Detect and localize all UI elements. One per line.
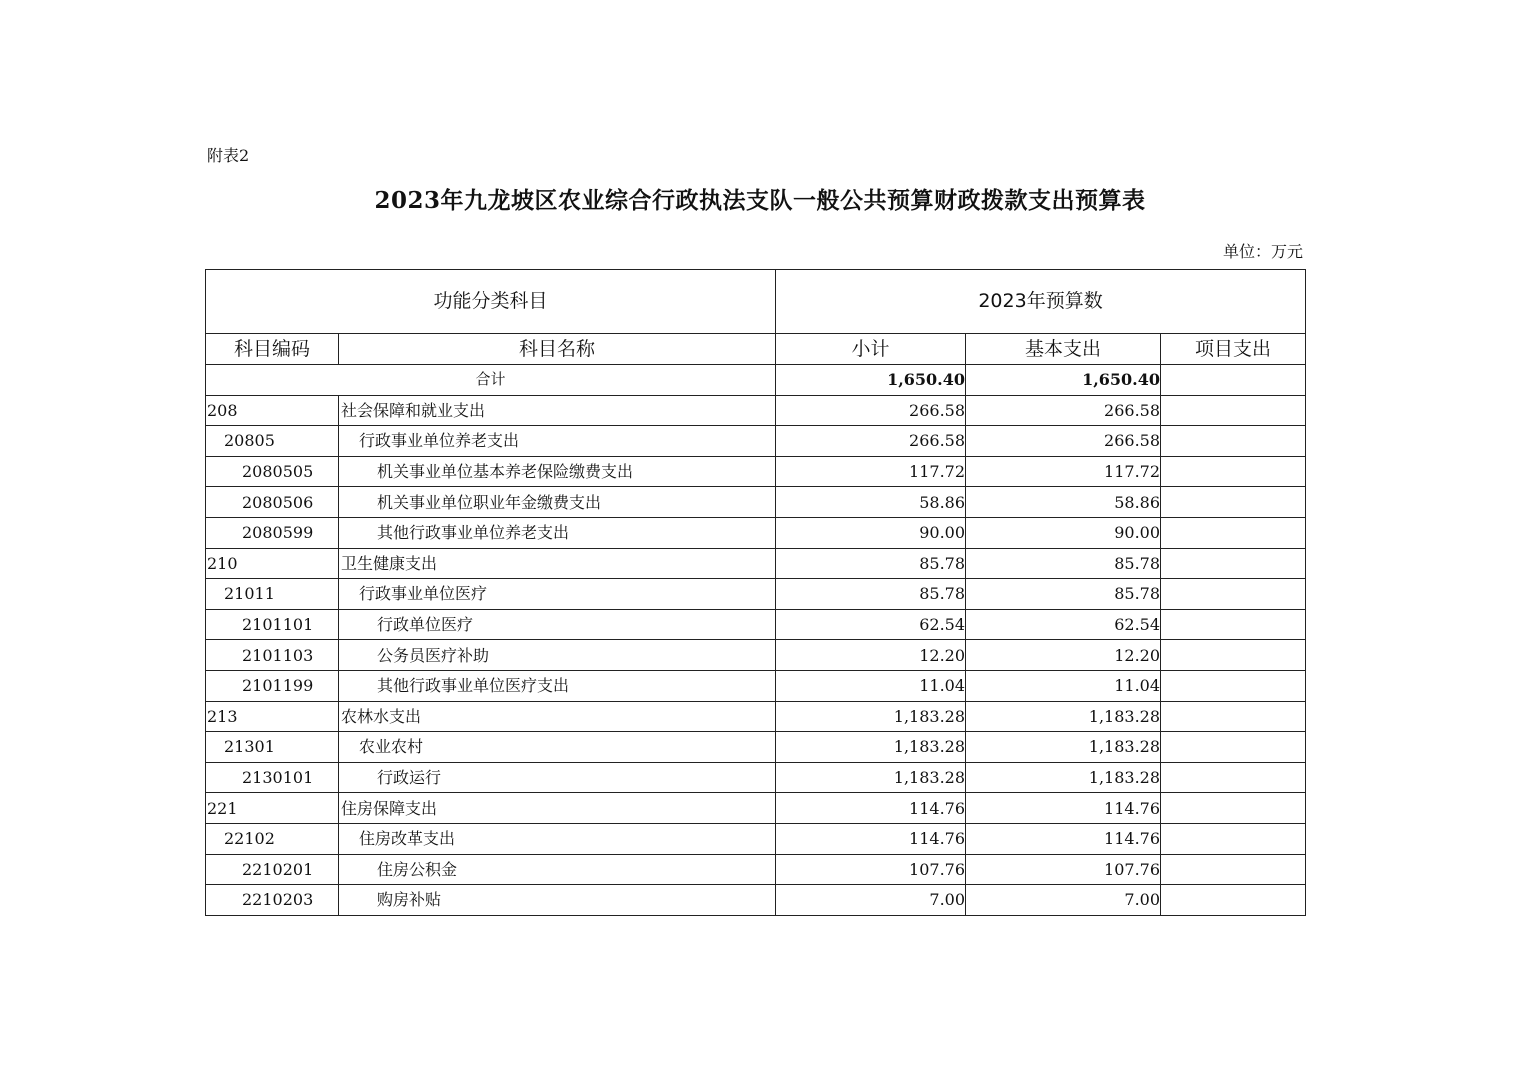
row-code: 2101101 [206, 609, 339, 640]
row-project [1161, 885, 1306, 916]
row-name: 住房保障支出 [339, 793, 776, 824]
row-basic: 62.54 [966, 609, 1161, 640]
header-name: 科目名称 [339, 334, 776, 365]
header-basic: 基本支出 [966, 334, 1161, 365]
row-name: 行政事业单位医疗 [339, 579, 776, 610]
row-basic: 1,183.28 [966, 701, 1161, 732]
row-project [1161, 793, 1306, 824]
table-row [206, 762, 1306, 793]
row-subtotal: 114.76 [776, 823, 966, 854]
table-row [206, 793, 1306, 824]
row-code: 213 [206, 701, 339, 732]
row-basic: 85.78 [966, 579, 1161, 610]
page-title: 2023年九龙坡区农业综合行政执法支队一般公共预算财政拨款支出预算表 [374, 187, 1146, 214]
row-basic: 7.00 [966, 885, 1161, 916]
row-name: 其他行政事业单位医疗支出 [339, 670, 776, 701]
row-name: 行政单位医疗 [339, 609, 776, 640]
row-project [1161, 517, 1306, 548]
header-code: 科目编码 [206, 334, 339, 365]
row-basic: 12.20 [966, 640, 1161, 671]
row-name: 公务员医疗补助 [339, 640, 776, 671]
row-basic: 85.78 [966, 548, 1161, 579]
row-subtotal: 7.00 [776, 885, 966, 916]
table-row [206, 640, 1306, 671]
row-name: 其他行政事业单位养老支出 [339, 517, 776, 548]
row-code: 22102 [206, 823, 339, 854]
row-name: 行政事业单位养老支出 [339, 426, 776, 457]
row-basic: 114.76 [966, 793, 1161, 824]
header-row-columns [206, 334, 1306, 365]
row-subtotal: 85.78 [776, 548, 966, 579]
row-subtotal: 1,183.28 [776, 701, 966, 732]
table-row [206, 487, 1306, 518]
table-row [206, 517, 1306, 548]
row-subtotal: 266.58 [776, 395, 966, 426]
row-project [1161, 395, 1306, 426]
row-project [1161, 456, 1306, 487]
row-subtotal: 58.86 [776, 487, 966, 518]
row-project [1161, 823, 1306, 854]
row-project [1161, 670, 1306, 701]
table-row [206, 426, 1306, 457]
row-name: 住房改革支出 [339, 823, 776, 854]
header-row-group [206, 270, 1306, 334]
row-basic: 1,183.28 [966, 732, 1161, 763]
table-row [206, 670, 1306, 701]
row-basic: 266.58 [966, 395, 1161, 426]
row-basic: 107.76 [966, 854, 1161, 885]
budget-table [205, 269, 1306, 916]
row-code: 2080505 [206, 456, 339, 487]
row-name: 农业农村 [339, 732, 776, 763]
row-subtotal: 11.04 [776, 670, 966, 701]
row-project [1161, 854, 1306, 885]
row-name: 行政运行 [339, 762, 776, 793]
row-subtotal: 114.76 [776, 793, 966, 824]
row-basic: 58.86 [966, 487, 1161, 518]
row-basic: 117.72 [966, 456, 1161, 487]
row-project [1161, 426, 1306, 457]
row-subtotal: 117.72 [776, 456, 966, 487]
header-subtotal: 小计 [776, 334, 966, 365]
row-subtotal: 12.20 [776, 640, 966, 671]
row-name: 卫生健康支出 [339, 548, 776, 579]
row-code: 20805 [206, 426, 339, 457]
total-label: 合计 [206, 365, 776, 396]
row-code: 208 [206, 395, 339, 426]
row-subtotal: 266.58 [776, 426, 966, 457]
row-code: 21011 [206, 579, 339, 610]
row-project [1161, 487, 1306, 518]
appendix-label: 附表2 [207, 146, 250, 165]
total-row [206, 365, 1306, 396]
row-project [1161, 701, 1306, 732]
row-code: 2210203 [206, 885, 339, 916]
table-row [206, 885, 1306, 916]
row-name: 机关事业单位基本养老保险缴费支出 [339, 456, 776, 487]
table-row [206, 701, 1306, 732]
row-name: 社会保障和就业支出 [339, 395, 776, 426]
row-code: 2130101 [206, 762, 339, 793]
row-subtotal: 1,183.28 [776, 732, 966, 763]
row-code: 2101199 [206, 670, 339, 701]
row-subtotal: 1,183.28 [776, 762, 966, 793]
row-code: 2080506 [206, 487, 339, 518]
row-code: 221 [206, 793, 339, 824]
table-row [206, 732, 1306, 763]
unit-label: 单位：万元 [1222, 242, 1303, 261]
row-project [1161, 609, 1306, 640]
header-budget-2023: 2023年预算数 [776, 270, 1306, 334]
row-name: 购房补贴 [339, 885, 776, 916]
row-subtotal: 85.78 [776, 579, 966, 610]
row-project [1161, 579, 1306, 610]
row-project [1161, 548, 1306, 579]
row-name: 住房公积金 [339, 854, 776, 885]
row-code: 210 [206, 548, 339, 579]
table-row [206, 854, 1306, 885]
header-project: 项目支出 [1161, 334, 1306, 365]
row-project [1161, 732, 1306, 763]
row-basic: 11.04 [966, 670, 1161, 701]
total-basic: 1,650.40 [966, 365, 1161, 396]
row-project [1161, 640, 1306, 671]
table-row [206, 456, 1306, 487]
header-function-category: 功能分类科目 [206, 270, 776, 334]
row-subtotal: 90.00 [776, 517, 966, 548]
row-subtotal: 62.54 [776, 609, 966, 640]
row-subtotal: 107.76 [776, 854, 966, 885]
row-basic: 266.58 [966, 426, 1161, 457]
row-basic: 1,183.28 [966, 762, 1161, 793]
total-project [1161, 365, 1306, 396]
table-row [206, 823, 1306, 854]
row-code: 2101103 [206, 640, 339, 671]
table-row [206, 395, 1306, 426]
row-code: 2080599 [206, 517, 339, 548]
row-code: 21301 [206, 732, 339, 763]
row-basic: 90.00 [966, 517, 1161, 548]
table-row [206, 609, 1306, 640]
row-name: 农林水支出 [339, 701, 776, 732]
row-name: 机关事业单位职业年金缴费支出 [339, 487, 776, 518]
row-basic: 114.76 [966, 823, 1161, 854]
row-code: 2210201 [206, 854, 339, 885]
table-row [206, 548, 1306, 579]
row-project [1161, 762, 1306, 793]
table-row [206, 579, 1306, 610]
total-subtotal: 1,650.40 [776, 365, 966, 396]
